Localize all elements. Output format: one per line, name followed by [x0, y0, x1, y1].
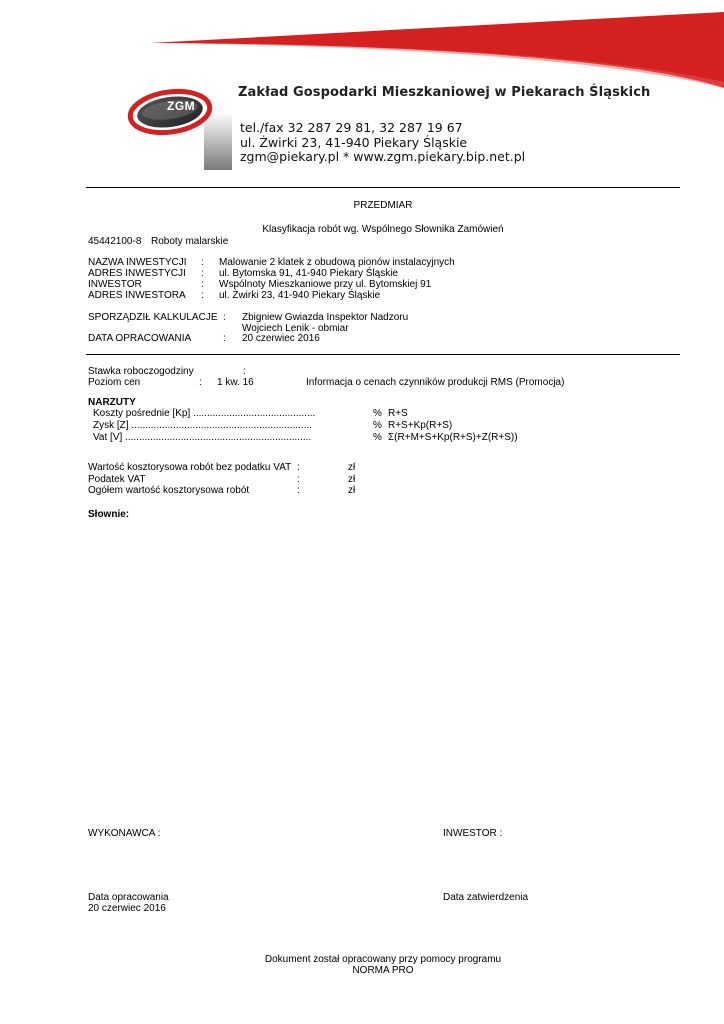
- rate-separator: :: [243, 366, 246, 377]
- rate-label: Stawka roboczogodziny: [88, 366, 194, 377]
- info-separator: :: [201, 257, 204, 268]
- date-value: 20 czerwiec 2016: [242, 333, 320, 344]
- body-divider: [86, 354, 680, 355]
- letterhead: [0, 0, 724, 190]
- surcharge-unit: %: [373, 420, 382, 431]
- prep-date-label: Data opracowania: [88, 892, 169, 903]
- total-label: Wartość kosztorysowa robót bez podatku VAT: [88, 462, 292, 473]
- company-contact: zgm@piekary.pl * www.zgm.piekary.bip.net.pl: [240, 149, 526, 164]
- classification-heading: Klasyfikacja robót wg. Wspólnego Słownika Zamówień: [262, 224, 504, 235]
- contractor-label: WYKONAWCA :: [88, 828, 161, 839]
- cpv-code: 45442100-8: [88, 236, 142, 247]
- info-label: ADRES INWESTORA: [88, 290, 186, 301]
- info-separator: :: [201, 290, 204, 301]
- surcharge-unit: %: [373, 408, 382, 419]
- amount-in-words-label: Słownie:: [88, 509, 130, 520]
- total-label: Ogółem wartość kosztorysowa robót: [88, 485, 250, 496]
- prepared-separator: :: [223, 312, 226, 323]
- approval-date-label: Data zatwierdzenia: [443, 892, 529, 903]
- info-value: Malowanie 2 klatek z obudową pionów instalacyjnych: [219, 257, 455, 268]
- date-label: DATA OPRACOWANIA: [88, 333, 192, 344]
- info-separator: :: [201, 268, 204, 279]
- company-phone: tel./fax 32 287 29 81, 32 287 19 67: [240, 120, 463, 135]
- prepared-by-1: Zbigniew Gwiazda Inspektor Nadzoru: [242, 312, 409, 323]
- surcharge-label: Vat [V] ...................................................................: [93, 432, 312, 443]
- info-label: NAZWA INWESTYCJI: [88, 257, 187, 268]
- total-unit: zł: [348, 474, 356, 485]
- surcharges-title: NARZUTY: [88, 397, 136, 408]
- surcharge-label: Zysk [Z] .................................................................: [93, 420, 312, 431]
- footer-line-2: NORMA PRO: [352, 965, 414, 976]
- prep-date-value: 20 czerwiec 2016: [88, 903, 166, 914]
- info-separator: :: [201, 279, 204, 290]
- total-separator: :: [297, 474, 300, 485]
- price-level-separator: :: [199, 377, 202, 388]
- header-divider: [86, 187, 680, 188]
- surcharge-formula: Σ(R+M+S+Kp(R+S)+Z(R+S)): [388, 432, 518, 443]
- surcharge-label: Koszty pośrednie [Kp] ............................................: [93, 408, 316, 419]
- surcharge-formula: R+S: [388, 408, 408, 419]
- cpv-name: Roboty malarskie: [151, 236, 229, 247]
- info-label: ADRES INWESTYCJI: [88, 268, 186, 279]
- logo-text: ZGM: [167, 99, 196, 113]
- surcharge-unit: %: [373, 432, 382, 443]
- total-unit: zł: [348, 462, 356, 473]
- gray-bar: [204, 112, 232, 170]
- document-title: PRZEDMIAR: [353, 200, 413, 211]
- info-value: ul. Bytomska 91, 41-940 Piekary Śląskie: [219, 268, 398, 279]
- company-name: Zakład Gospodarki Mieszkaniowej w Piekarach Śląskich: [238, 85, 651, 100]
- company-address: ul. Żwirki 23, 41-940 Piekary Śląskie: [240, 135, 468, 150]
- prepared-by-2: Wojciech Lenik - obmiar: [242, 323, 349, 334]
- info-value: Wspólnoty Mieszkaniowe przy ul. Bytomskiej 91: [219, 279, 432, 290]
- total-unit: zł: [348, 485, 356, 496]
- total-separator: :: [297, 462, 300, 473]
- footer-line-1: Dokument został opracowany przy pomocy programu: [264, 954, 502, 965]
- info-value: ul. Żwirki 23, 41-940 Piekary Śląskie: [219, 290, 381, 301]
- red-swoosh: [150, 12, 724, 88]
- info-label: INWESTOR: [88, 279, 142, 290]
- price-info: Informacja o cenach czynników produkcji RMS (Promocja): [306, 377, 565, 388]
- total-label: Podatek VAT: [88, 474, 146, 485]
- prepared-label: SPORZĄDZIŁ KALKULACJE: [88, 312, 218, 323]
- date-separator: :: [223, 333, 226, 344]
- surcharge-formula: R+S+Kp(R+S): [388, 420, 453, 431]
- total-separator: :: [297, 485, 300, 496]
- investor-label: INWESTOR :: [443, 828, 503, 839]
- price-level-value: 1 kw. 16: [217, 377, 254, 388]
- price-level-label: Poziom cen: [88, 377, 141, 388]
